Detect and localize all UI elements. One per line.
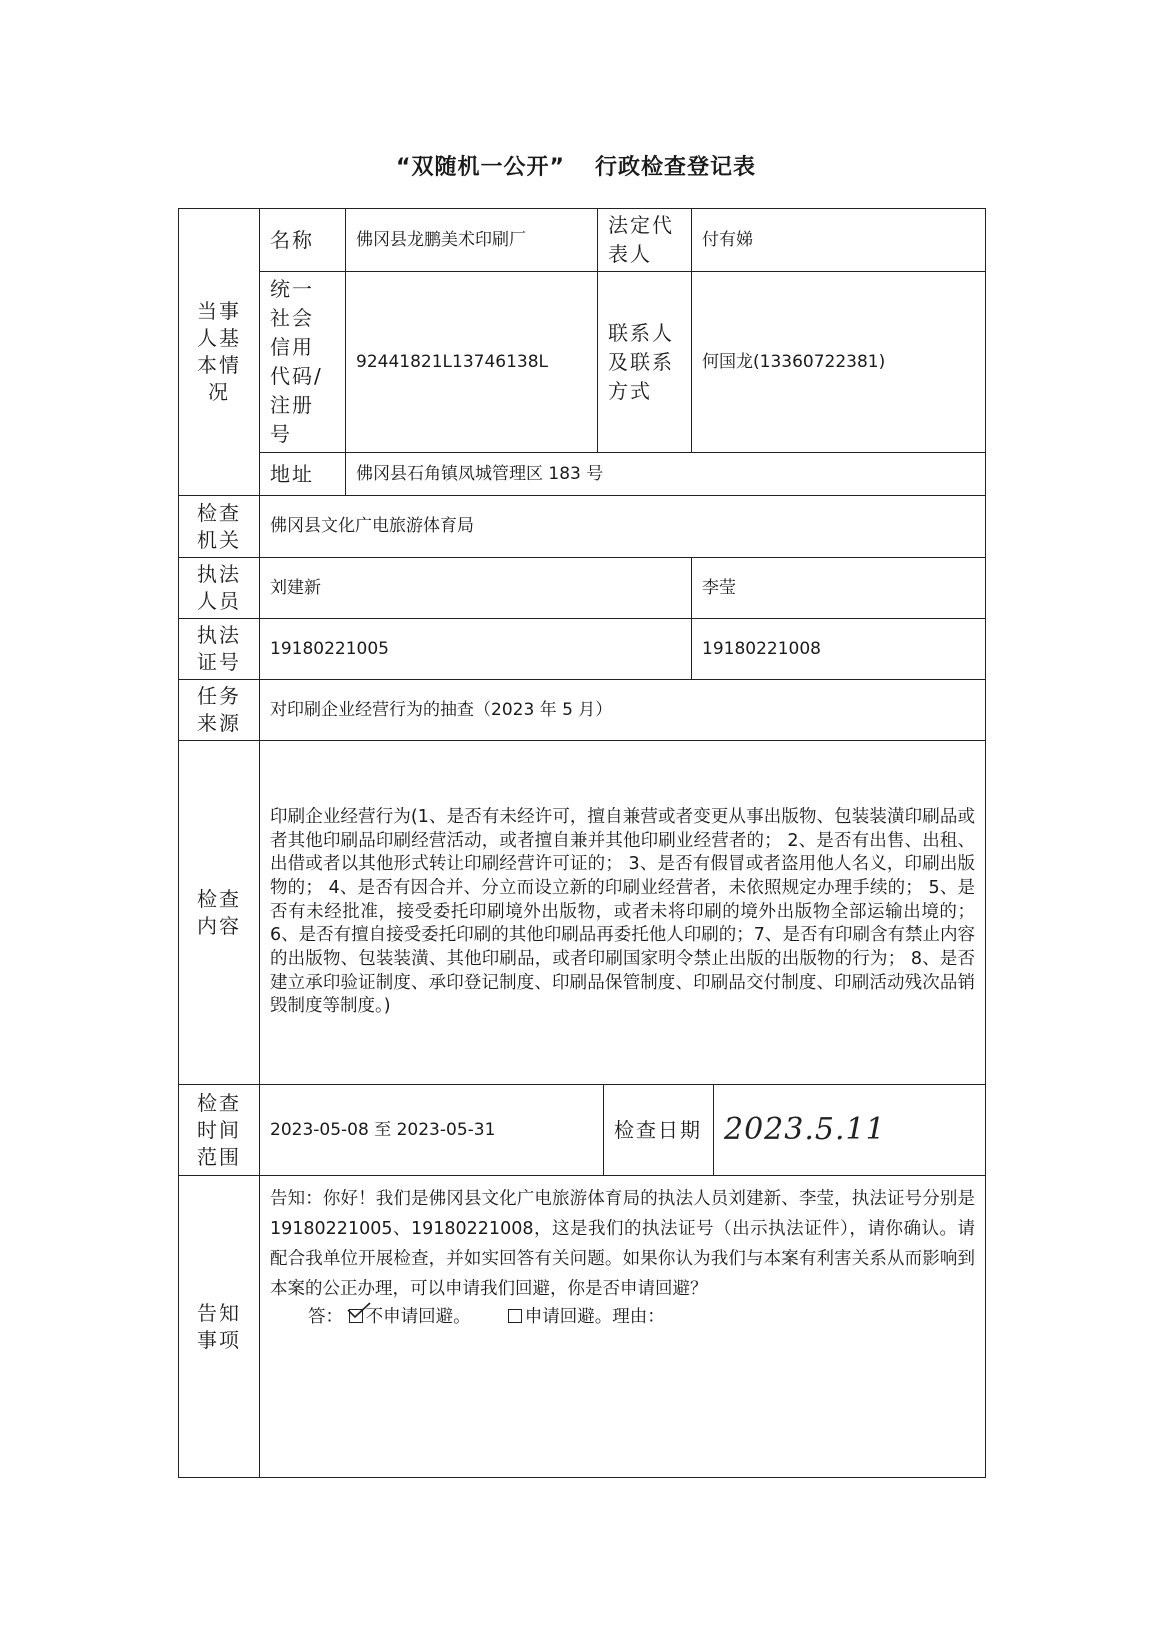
officers-label: 执法人员 [179,558,260,619]
recusal-label: 申请回避。理由： [524,1307,665,1328]
party-section-label: 当事人基本情况 [179,209,260,496]
credit-code-value: 92441821L13746138L [346,272,598,453]
recusal-checkbox[interactable] [508,1309,522,1323]
row-time-range [179,1085,986,1176]
row-name [179,209,986,272]
time-range-separator: 至 [374,1119,392,1140]
time-range-label: 检查时间范围 [179,1085,260,1176]
contact-value: 何国龙(13360722381) [692,272,986,453]
form-title [0,150,1152,181]
notice-cell [260,1176,986,1478]
content-label: 检查内容 [179,741,260,1085]
answer-line [270,1306,975,1330]
certificate-1: 19180221005 [260,619,692,680]
notice-label: 告知事项 [179,1176,260,1478]
row-task-source [179,680,986,741]
certificate-2: 19180221008 [692,619,986,680]
time-range-value [260,1085,604,1176]
answer-prefix: 答： [308,1307,343,1328]
task-source-value: 对印刷企业经营行为的抽查（2023 年 5 月） [260,680,986,741]
name-value: 佛冈县龙鹏美术印刷厂 [346,209,598,272]
time-range-start: 2023-05-08 [270,1119,369,1140]
inspection-date-label: 检查日期 [604,1085,714,1176]
row-agency [179,496,986,558]
address-value: 佛冈县石角镇凤城管理区 183 号 [346,453,986,496]
title-part2: 行政检查登记表 [594,155,756,180]
registration-table [178,208,986,1478]
no-recusal-checkbox[interactable] [349,1309,363,1323]
task-source-label: 任务来源 [179,680,260,741]
no-recusal-label: 不申请回避。 [365,1307,471,1328]
contact-label: 联系人及联系方式 [598,272,692,453]
row-content [179,741,986,1085]
row-notice [179,1176,986,1478]
title-part1: “双随机一公开” [396,155,565,180]
agency-label: 检查机关 [179,496,260,558]
row-address [179,453,986,496]
agency-value: 佛冈县文化广电旅游体育局 [260,496,986,558]
officer-1: 刘建新 [260,558,692,619]
row-certificates [179,619,986,680]
officer-2: 李莹 [692,558,986,619]
address-label: 地址 [260,453,346,496]
time-range-end: 2023-05-31 [396,1119,496,1140]
content-text: 印刷企业经营行为(1、是否有未经许可，擅自兼营或者变更从事出版物、包装装潢印刷品或者其他印刷品印刷经营活动，或者擅自兼并其他印刷业经营者的； 2、是否有出售、出租、出借或者以其他形式转让印刷经营许可证的； 3、是否有假冒或者盗用他人名义，印刷出版物的； 4、是否有因合并、分立而设立新的印刷业经营者，未依照规定办理手续的； 5、是否有未经批准，接受委托印刷境外出版物，或者未将印刷的境外出版物全部运输出境的； 6、是否有擅自接受委托印刷的其他印刷品再委托他人印刷的；7、是否有印刷含有禁止内容的出版物、包装装潢、其他印刷品，或者印刷国家明令禁止出版的出版物的行为； 8、是否建立承印验证制度、承印登记制度、印刷品保管制度、印刷品交付制度、印刷活动残次品销毁制度等制度。) [260,741,986,1085]
row-officers [179,558,986,619]
credit-code-label: 统一社会信用代码/注册号 [260,272,346,453]
row-credit-code [179,272,986,453]
inspection-date-handwritten: 2023.5.11 [714,1085,986,1176]
name-label: 名称 [260,209,346,272]
notice-text: 告知：你好！我们是佛冈县文化广电旅游体育局的执法人员刘建新、李莹，执法证号分别是 19180221005、19180221008，这是我们的执法证号（出示执法证件），请你确认。请配合我单位开展检查，并如实回答有关问题。如果你认为我们与本案有利害关系从而影响到本案的公正办理，可以申请我们回避，你是否申请回避？ [270,1189,975,1300]
certificates-label: 执法证号 [179,619,260,680]
legal-rep-label: 法定代表人 [598,209,692,272]
legal-rep-value: 付有娣 [692,209,986,272]
